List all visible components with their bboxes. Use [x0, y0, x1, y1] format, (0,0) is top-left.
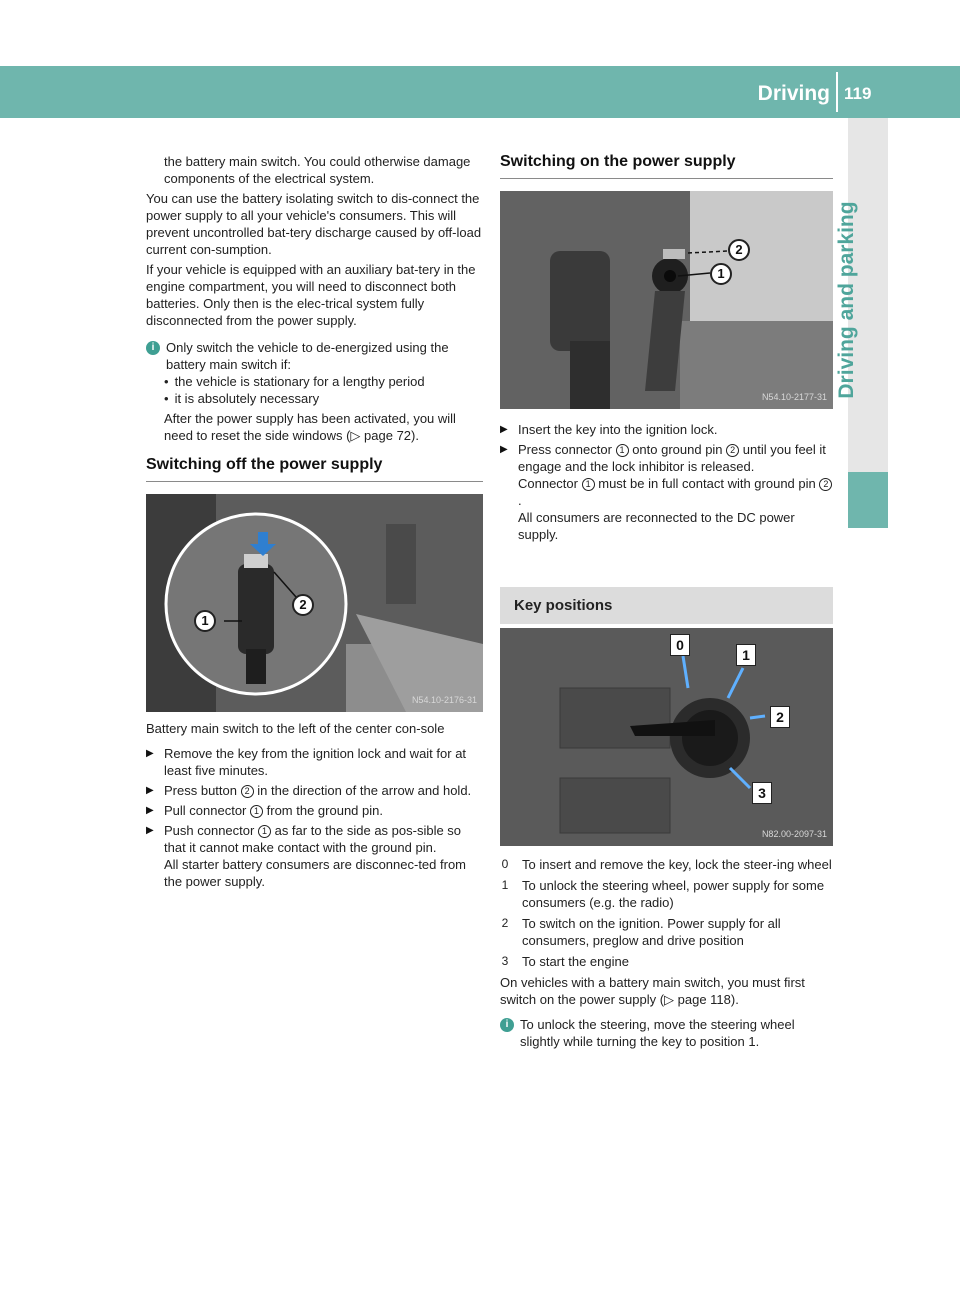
- step-text-a: Pull connector: [164, 803, 247, 818]
- ignition-lock-illustration: [500, 628, 833, 846]
- step-text-b: from the ground pin.: [266, 803, 383, 818]
- key-label-0: 0: [670, 634, 690, 656]
- image-code: N82.00-2097-31: [761, 829, 827, 839]
- step-text-d: Connector: [518, 476, 578, 491]
- info-after-text: After the power supply has been activated, you will need to reset the side windows (▷ page 72).: [164, 411, 456, 443]
- bullet-text: it is absolutely necessary: [174, 391, 320, 406]
- step-text-a: Push connector: [164, 823, 255, 838]
- step-text-b: in the direction of the arrow and hold.: [257, 783, 472, 798]
- key-label-3: 3: [752, 782, 772, 804]
- connector-photo: [500, 191, 833, 409]
- position-key: 0: [501, 857, 509, 871]
- info-icon: i: [500, 1018, 514, 1032]
- heading-switching-on: Switching on the power supply: [500, 153, 833, 179]
- callout-ref: 2: [241, 785, 254, 798]
- key-positions-list: [500, 856, 833, 970]
- paragraph-auxiliary-battery: If your vehicle is equipped with an auxiliary bat-tery in the engine compartment, you will need to disconnect both batteries. Only then is the elec-trical system fully disconnected from the power supply.: [146, 262, 476, 328]
- step-text-e: must be in full contact with ground pin: [598, 476, 816, 491]
- callout-1: 1: [194, 610, 216, 632]
- connector-illustration: [500, 191, 833, 409]
- step-text-b: as far to the side as pos-sible so that it cannot make contact with the ground pin.: [164, 823, 462, 855]
- step-pull-connector: [146, 802, 483, 819]
- info-icon: i: [146, 341, 160, 355]
- step-text-f: .: [518, 493, 522, 508]
- header-divider: [836, 72, 838, 112]
- step-insert-key: [500, 421, 833, 438]
- key-position-row: [500, 915, 833, 949]
- position-text: To start the engine: [522, 954, 629, 969]
- callout-1: 1: [710, 263, 732, 285]
- photo-caption: Battery main switch to the left of the center con-sole: [146, 721, 445, 736]
- info-text: Only switch the vehicle to de-energized using the battery main switch if:: [166, 340, 449, 372]
- callout-ref: 1: [258, 825, 271, 838]
- step-text-b: onto ground pin: [632, 442, 723, 457]
- battery-switch-illustration: [146, 494, 483, 712]
- paragraph-isolating-switch: You can use the battery isolating switch to dis-connect the power supply to all your vehicle's consumers. This will prevent uncontrolled bat-tery discharge caused by off-load current con-sumption.: [146, 191, 482, 257]
- key-positions-heading: Key positions: [500, 587, 833, 624]
- step-text: [164, 822, 483, 856]
- info-note-steering: [500, 1016, 833, 1050]
- step-text: Insert the key into the ignition lock.: [518, 422, 718, 437]
- triangle-right-icon: ▶: [146, 805, 154, 816]
- step-text: [518, 441, 833, 475]
- battery-switch-note: On vehicles with a battery main switch, you must first switch on the power supply (▷ page 118).: [500, 975, 805, 1007]
- key-position-row: [500, 856, 833, 873]
- info-note: [146, 339, 483, 373]
- key-position-row: [500, 953, 833, 970]
- triangle-right-icon: ▶: [146, 825, 154, 836]
- callout-2: 2: [292, 594, 314, 616]
- position-text: To insert and remove the key, lock the steer-ing wheel: [522, 857, 832, 872]
- side-tab-label: Driving and parking: [835, 201, 858, 399]
- callout-ref: 2: [726, 444, 739, 457]
- callout-ref: 1: [250, 805, 263, 818]
- key-label-1: 1: [736, 644, 756, 666]
- callout-2: 2: [728, 239, 750, 261]
- bullet-item: [146, 390, 483, 407]
- triangle-right-icon: ▶: [146, 748, 154, 759]
- key-label-2: 2: [770, 706, 790, 728]
- position-text: To switch on the ignition. Power supply for all consumers, preglow and drive position: [522, 916, 781, 948]
- battery-switch-photo: [146, 494, 483, 712]
- triangle-right-icon: ▶: [146, 785, 154, 796]
- position-key: 1: [501, 878, 509, 892]
- position-key: 3: [501, 954, 509, 968]
- step-text-a: Press connector: [518, 442, 612, 457]
- paragraph-intro: the battery main switch. You could otherwise damage components of the electrical system.: [164, 154, 471, 186]
- callout-ref: 2: [819, 478, 832, 491]
- bullet-item: [146, 373, 483, 390]
- step-push-connector: [146, 822, 483, 856]
- image-code: N54.10-2177-31: [761, 392, 827, 402]
- step-text-a: Press button: [164, 783, 237, 798]
- info-text: To unlock the steering, move the steering wheel slightly while turning the key to position 1.: [520, 1017, 795, 1049]
- bullet-text: the vehicle is stationary for a lengthy period: [174, 374, 425, 389]
- heading-switching-off: Switching off the power supply: [146, 456, 483, 482]
- result-text: All starter battery consumers are disconnec-ted from the power supply.: [164, 857, 467, 889]
- image-code: N54.10-2176-31: [411, 695, 477, 705]
- right-column: [500, 153, 833, 1050]
- position-key: 2: [501, 916, 509, 930]
- chapter-title: Driving: [757, 82, 830, 105]
- step-text: [164, 802, 383, 819]
- triangle-right-icon: ▶: [500, 424, 508, 435]
- step-press-button: [146, 782, 483, 799]
- triangle-right-icon: ▶: [500, 444, 508, 455]
- step-press-connector: [500, 441, 833, 475]
- key-positions-photo: [500, 628, 833, 846]
- bullet-icon: •: [164, 391, 169, 406]
- left-column: [146, 153, 483, 893]
- step-connector-contact: [500, 475, 833, 509]
- step-text: Remove the key from the ignition lock and wait for at least five minutes.: [164, 746, 467, 778]
- callout-ref: 1: [616, 444, 629, 457]
- key-position-row: [500, 877, 833, 911]
- side-tab-marker: [848, 472, 888, 528]
- step-remove-key: [146, 745, 483, 779]
- step-text-c: until you feel it engage and the lock inhibitor is released.: [518, 442, 826, 474]
- result-text: All consumers are reconnected to the DC power supply.: [518, 510, 795, 542]
- position-text: To unlock the steering wheel, power supply for some consumers (e.g. the radio): [522, 878, 825, 910]
- bullet-icon: •: [164, 374, 169, 389]
- page-number: 119: [844, 84, 872, 103]
- step-text: [164, 782, 471, 799]
- callout-ref: 1: [582, 478, 595, 491]
